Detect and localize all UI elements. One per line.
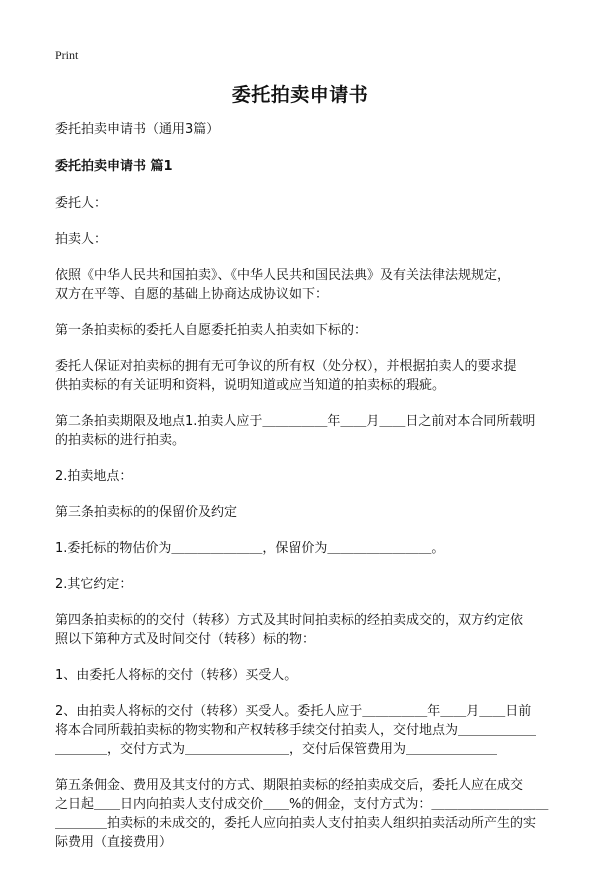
paragraph xyxy=(55,702,560,759)
paragraph-line: 双方在平等、自愿的基础上协商达成协议如下： xyxy=(55,287,329,302)
paragraph-line: ＿＿＿＿拍卖标的未成交的，委托人应向拍卖人支付拍卖人组织拍卖活动所产生的实 xyxy=(55,816,537,831)
document-title: 委托拍卖申请书 xyxy=(231,84,369,106)
paragraph xyxy=(55,412,560,450)
paragraph xyxy=(55,357,560,395)
paragraph-line: 第一条拍卖标的委托人自愿委托拍卖人拍卖如下标的： xyxy=(55,323,368,338)
paragraph-line: 拍卖人： xyxy=(55,232,108,247)
document-subtitle: 委托拍卖申请书（通用3篇） xyxy=(55,122,220,137)
paragraph-line: 将本合同所载拍卖标的物实物和产权转移手续交付拍卖人，交付地点为＿＿＿＿＿＿ xyxy=(55,723,537,738)
paragraph xyxy=(55,539,560,558)
paragraph-line: 第三条拍卖标的的保留价及约定 xyxy=(55,505,238,520)
paragraph-line: 2.拍卖地点： xyxy=(55,469,133,484)
paragraph xyxy=(55,321,560,340)
paragraph xyxy=(55,467,560,486)
paragraph-line: 际费用（直接费用） xyxy=(55,835,173,850)
paragraph xyxy=(55,266,560,304)
print-link[interactable]: Print xyxy=(55,48,79,62)
paragraph-line: ＿＿＿＿，交付方式为＿＿＿＿＿＿＿＿，交付后保管费用为＿＿＿＿＿＿＿ xyxy=(55,742,498,757)
paragraph-line: 第四条拍卖标的的交付（转移）方式及其时间拍卖标的经拍卖成交的，双方约定依 xyxy=(55,613,524,628)
paragraph xyxy=(55,503,560,522)
paragraph xyxy=(55,776,560,852)
paragraph-line: 2.其它约定： xyxy=(55,577,133,592)
paragraph-line: 之日起＿＿日内向拍卖人支付成交价＿＿%的佣金，支付方式为：＿＿＿＿＿＿＿＿＿ xyxy=(55,797,549,812)
paragraph xyxy=(55,611,560,649)
section-heading: 委托拍卖申请书 篇1 xyxy=(55,159,173,174)
paragraph xyxy=(55,194,560,213)
paragraph-line: 1.委托标的物估价为＿＿＿＿＿＿＿，保留价为＿＿＿＿＿＿＿＿。 xyxy=(55,541,445,556)
paragraph-line: 委托人： xyxy=(55,196,108,211)
paragraph xyxy=(55,575,560,594)
paragraph-line: 第五条佣金、费用及其支付的方式、期限拍卖标的经拍卖成交后，委托人应在成交 xyxy=(55,778,524,793)
paragraph-list xyxy=(55,194,560,852)
paragraph-line: 第二条拍卖期限及地点1.拍卖人应于＿＿＿＿＿年＿＿月＿＿日之前对本合同所载明 xyxy=(55,414,536,429)
paragraph-line: 照以下第种方式及时间交付（转移）标的物： xyxy=(55,632,316,647)
paragraph-line: 1、由委托人将标的交付（转移）买受人。 xyxy=(55,668,298,683)
document-body xyxy=(55,120,560,869)
paragraph xyxy=(55,666,560,685)
paragraph-line: 委托人保证对拍卖标的拥有无可争议的所有权（处分权），并根据拍卖人的要求提 xyxy=(55,359,517,374)
paragraph-line: 的拍卖标的进行拍卖。 xyxy=(55,433,186,448)
paragraph xyxy=(55,230,560,249)
paragraph-line: 依照《中华人民共和国拍卖》、《中华人民共和国民法典》及有关法律法规规定， xyxy=(55,268,511,283)
paragraph-line: 供拍卖标的有关证明和资料，说明知道或应当知道的拍卖标的瑕疵。 xyxy=(55,378,446,393)
paragraph-line: 2、由拍卖人将标的交付（转移）买受人。委托人应于＿＿＿＿＿年＿＿月＿＿日前 xyxy=(55,704,532,719)
